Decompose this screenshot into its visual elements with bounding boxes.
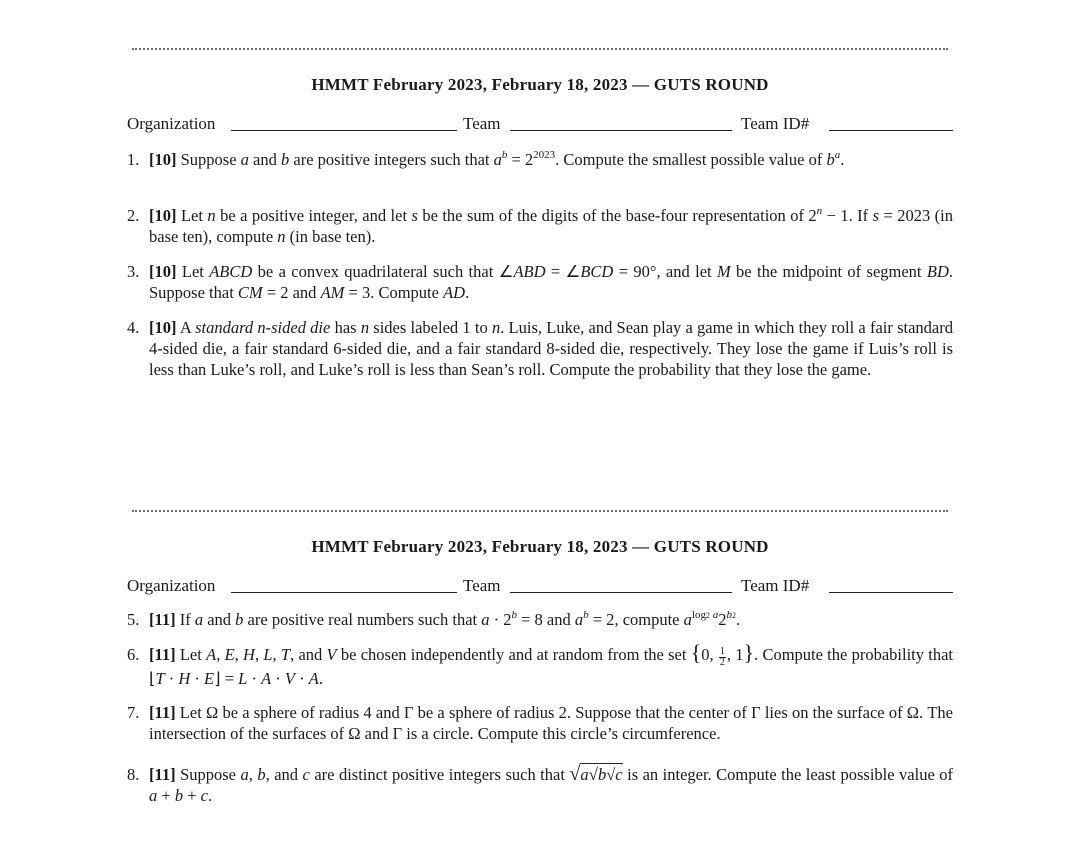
problem-2: 2. [10] Let n be a positive integer, and let s be the sum of the digits of the base-four representation of $2^n - 1$. If s = 2023 (in base ten), compute n (in base ten). bbox=[127, 205, 954, 246]
problem-4: 4. [10] A standard n-sided die has n sides labeled 1 to n. Luis, Luke, and Sean play a game in which they roll a fair standard 4-sided die, a fair standard 6-sided die, and a fair standard 8-sided die, respectively. They lose the game if Luis’s roll is less than Luke’s roll, and Luke’s roll is less than Sean’s roll. Compute the probability that they lose the game. bbox=[127, 318, 953, 379]
problem-text: and bbox=[542, 610, 575, 629]
problem-5: 5. [11] If a and b are positive real numbers such that $a \cdot 2^b = 8$ and $a^b = 2$, compute $a^{log2 a}2^{b2}$. bbox=[127, 609, 741, 629]
problem-points: [11] bbox=[149, 645, 176, 664]
problem-number: 3. bbox=[127, 262, 140, 281]
problem-8: 8. [11] Suppose a, b, and c are distinct positive integers such that √a√b√c is an integer. Compute the least possible value of a + b + c. bbox=[127, 763, 954, 805]
problem-number: 7. bbox=[127, 703, 140, 722]
team-field[interactable] bbox=[510, 592, 732, 593]
problem-text: , compute bbox=[614, 610, 684, 629]
problem-text: . Compute the probability that bbox=[754, 645, 953, 664]
problem-text: (in base ten). bbox=[285, 227, 376, 246]
problem-text: If bbox=[179, 610, 195, 629]
team-id-label: Team ID# bbox=[741, 114, 810, 133]
problem-text: are positive real numbers such that bbox=[243, 610, 482, 629]
problem-text: has bbox=[330, 318, 361, 337]
problem-number: 5. bbox=[127, 610, 140, 629]
problem-text: is an integer. Compute the least possible value of bbox=[622, 765, 954, 784]
problem-points: [11] bbox=[149, 703, 176, 722]
organization-field[interactable] bbox=[231, 592, 457, 593]
problem-points: [10] bbox=[149, 262, 177, 281]
problem-text: be a positive integer, and let bbox=[215, 206, 412, 225]
problem-number: 4. bbox=[127, 318, 140, 337]
cut-line bbox=[132, 510, 948, 512]
team-info-line bbox=[127, 114, 953, 136]
cut-line bbox=[132, 48, 948, 50]
problem-number: 2. bbox=[127, 206, 140, 225]
problem-text: . Suppose that bbox=[149, 262, 953, 302]
team-id-field[interactable] bbox=[829, 592, 953, 593]
team-id-label: Team ID# bbox=[741, 576, 810, 595]
problem-1: 1. [10] Suppose a and b are positive integers such that $a^b = 2^{2023}$. Compute the smallest possible value of $b^a$. bbox=[127, 149, 845, 169]
problem-text: -sided die bbox=[265, 318, 331, 337]
problem-number: 1. bbox=[127, 150, 140, 169]
problem-6: 6. [11] Let A, E, H, L, T, and V be chosen independently and at random from the set {0, $\frac{1}{2}$ , 1}. Compute the probability that ⌊T · H · E⌋ = L · A · V · A. bbox=[127, 640, 953, 688]
organization-label: Organization bbox=[127, 576, 216, 595]
problem-text: Let bbox=[180, 206, 208, 225]
problem-text: and bbox=[248, 150, 281, 169]
problem-text: be chosen independently and at random from the set bbox=[336, 645, 691, 664]
problem-points: [11] bbox=[149, 765, 176, 784]
problem-text: Suppose bbox=[180, 765, 241, 784]
problem-text: . Compute the smallest possible value of bbox=[555, 150, 827, 169]
problem-text: sides labeled 1 to bbox=[369, 318, 492, 337]
team-label: Team bbox=[463, 114, 501, 133]
problem-text: . Compute bbox=[370, 283, 444, 302]
problem-points: [11] bbox=[149, 610, 176, 629]
organization-label: Organization bbox=[127, 114, 216, 133]
problem-number: 8. bbox=[127, 765, 140, 784]
problem-points: [10] bbox=[149, 206, 177, 225]
problem-text: standard bbox=[195, 318, 258, 337]
problem-points: [10] bbox=[149, 318, 177, 337]
team-label: Team bbox=[463, 576, 501, 595]
problem-7 bbox=[127, 702, 953, 744]
team-info-line bbox=[127, 576, 953, 598]
problem-text: Suppose bbox=[180, 150, 241, 169]
problem-text: be a convex quadrilateral such that bbox=[252, 262, 499, 281]
problem-text: are distinct positive integers such that bbox=[309, 765, 570, 784]
problem-text: . bbox=[840, 150, 845, 169]
problem-text: Let Ω be a sphere of radius 4 and Γ be a sphere of radius 2. Suppose that the center of Γ lies on the surface of Ω. The intersection of the surfaces of Ω and Γ is a circle. Compute this circle’s circumference. bbox=[149, 703, 954, 743]
problem-text: and bbox=[288, 283, 321, 302]
problem-text: be the midpoint of segment bbox=[730, 262, 927, 281]
problem-points: [10] bbox=[149, 150, 177, 169]
problem-text: , and let bbox=[656, 262, 717, 281]
team-id-field[interactable] bbox=[829, 130, 953, 131]
section-header: HMMT February 2023, February 18, 2023 — GUTS ROUND bbox=[311, 537, 769, 556]
problem-text: (in base ten), compute bbox=[149, 206, 954, 246]
team-field[interactable] bbox=[510, 130, 732, 131]
problem-number: 6. bbox=[127, 645, 140, 664]
problem-3: 3. [10] Let ABCD be a convex quadrilateral such that ∠ABD = ∠BCD = 90°, and let M be the midpoint of segment BD. Suppose that CM = 2 and AM = 3. Compute AD. bbox=[127, 262, 953, 302]
section-header: HMMT February 2023, February 18, 2023 — GUTS ROUND bbox=[311, 75, 769, 94]
problem-text: A bbox=[179, 318, 196, 337]
problem-text: Let bbox=[181, 262, 210, 281]
organization-field[interactable] bbox=[231, 130, 457, 131]
problem-text: be the sum of the digits of the base-four representation of bbox=[417, 206, 809, 225]
problem-text: are positive integers such that bbox=[289, 150, 494, 169]
problem-text: Let bbox=[179, 645, 207, 664]
problem-text: . Luis, Luke, and Sean play a game in which they roll a fair standard 4-sided die, a fair standard 6-sided die, and a fair standard 8-sided die, respectively. They lose the game if Luis’s roll is less than Luke’s roll, and Luke’s roll is less than Sean’s roll. Compute the probability that they lose the game. bbox=[149, 318, 953, 379]
